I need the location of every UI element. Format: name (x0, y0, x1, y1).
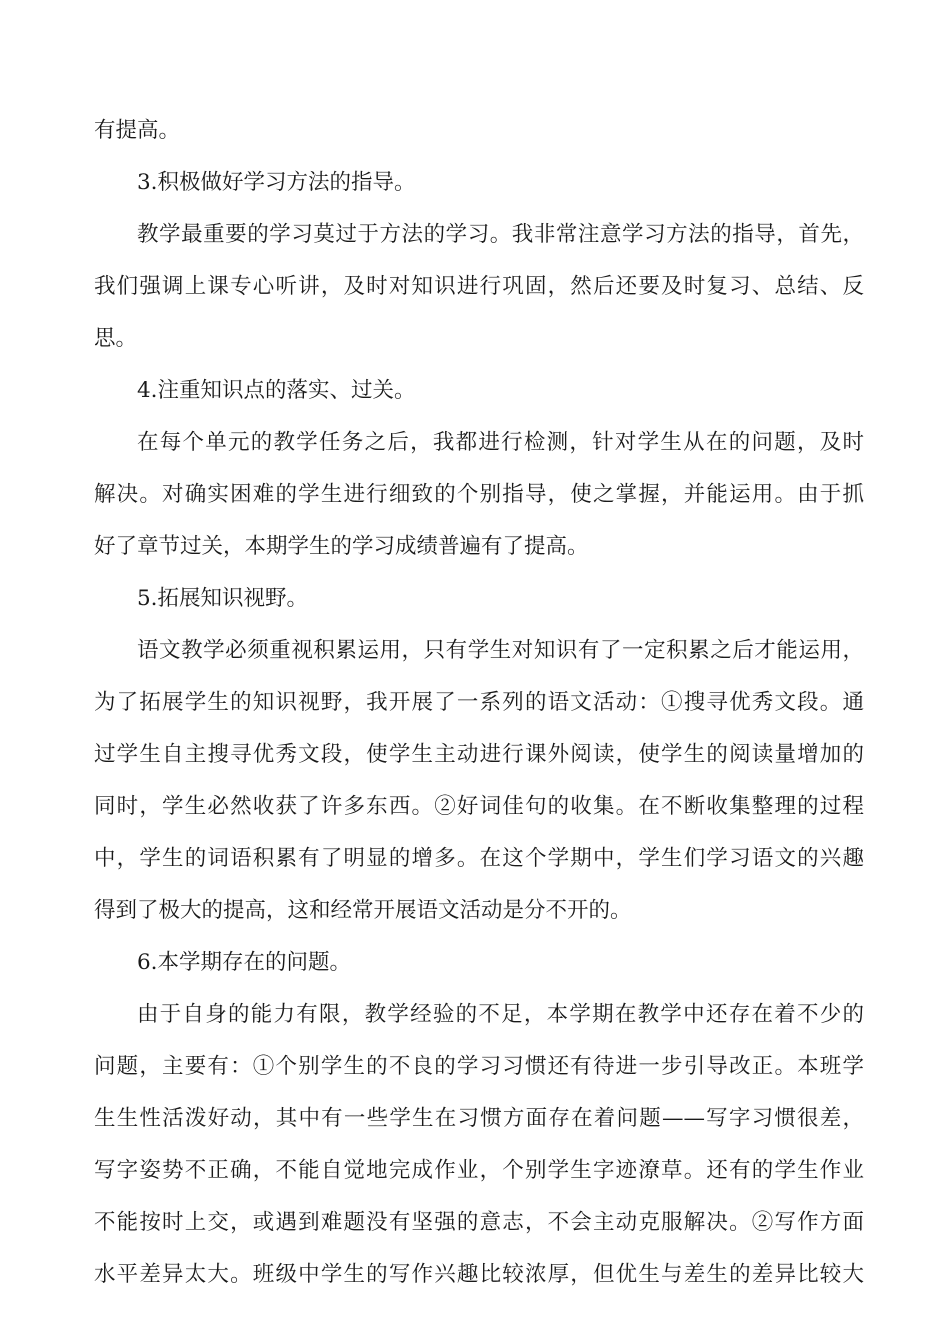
paragraph-line: 得到了极大的提高，这和经常开展语文活动是分不开的。 (94, 898, 632, 923)
paragraph-line: 教学最重要的学习莫过于方法的学习。我非常注意学习方法的指导，首先， (137, 222, 864, 247)
paragraph-line: 由于自身的能力有限，教学经验的不足，本学期在教学中还存在着不少的 (137, 1002, 864, 1027)
paragraph-line: 我们强调上课专心听讲，及时对知识进行巩固，然后还要及时复习、总结、反 (94, 274, 864, 299)
paragraph-line: 为了拓展学生的知识视野，我开展了一系列的语文活动：①搜寻优秀文段。通 (94, 690, 864, 715)
paragraph-line: 过学生自主搜寻优秀文段，使学生主动进行课外阅读，使学生的阅读量增加的 (94, 742, 864, 767)
paragraph-line: 中，学生的词语积累有了明显的增多。在这个学期中，学生们学习语文的兴趣 (94, 846, 864, 871)
paragraph-line: 问题，主要有：①个别学生的不良的学习习惯还有待进一步引导改正。本班学 (94, 1054, 864, 1079)
section-heading: 5.拓展知识视野。 (137, 586, 309, 611)
paragraph-line: 语文教学必须重视积累运用，只有学生对知识有了一定积累之后才能运用， (137, 638, 864, 663)
paragraph-line: 好了章节过关，本期学生的学习成绩普遍有了提高。 (94, 534, 589, 559)
paragraph-line: 解决。对确实困难的学生进行细致的个别指导，使之掌握，并能运用。由于抓 (94, 482, 864, 507)
paragraph-line: 水平差异太大。班级中学生的写作兴趣比较浓厚，但优生与差生的差异比较大 (94, 1262, 864, 1287)
paragraph-line: 有提高。 (94, 118, 181, 143)
section-heading: 6.本学期存在的问题。 (137, 950, 352, 975)
paragraph-line: 思。 (94, 326, 138, 351)
paragraph-line: 生生性活泼好动，其中有一些学生在习惯方面存在着问题——写字习惯很差， (94, 1106, 864, 1131)
paragraph-line: 在每个单元的教学任务之后，我都进行检测，针对学生从在的问题，及时 (137, 430, 864, 455)
section-heading: 3.积极做好学习方法的指导。 (137, 170, 416, 195)
document-body (94, 105, 864, 1301)
paragraph-line: 写字姿势不正确，不能自觉地完成作业，个别学生字迹潦草。还有的学生作业 (94, 1158, 864, 1183)
section-heading: 4.注重知识点的落实、过关。 (137, 378, 416, 403)
paragraph-line: 不能按时上交，或遇到难题没有坚强的意志，不会主动克服解决。②写作方面 (94, 1210, 864, 1235)
paragraph-line: 同时，学生必然收获了许多东西。②好词佳句的收集。在不断收集整理的过程 (94, 794, 864, 819)
